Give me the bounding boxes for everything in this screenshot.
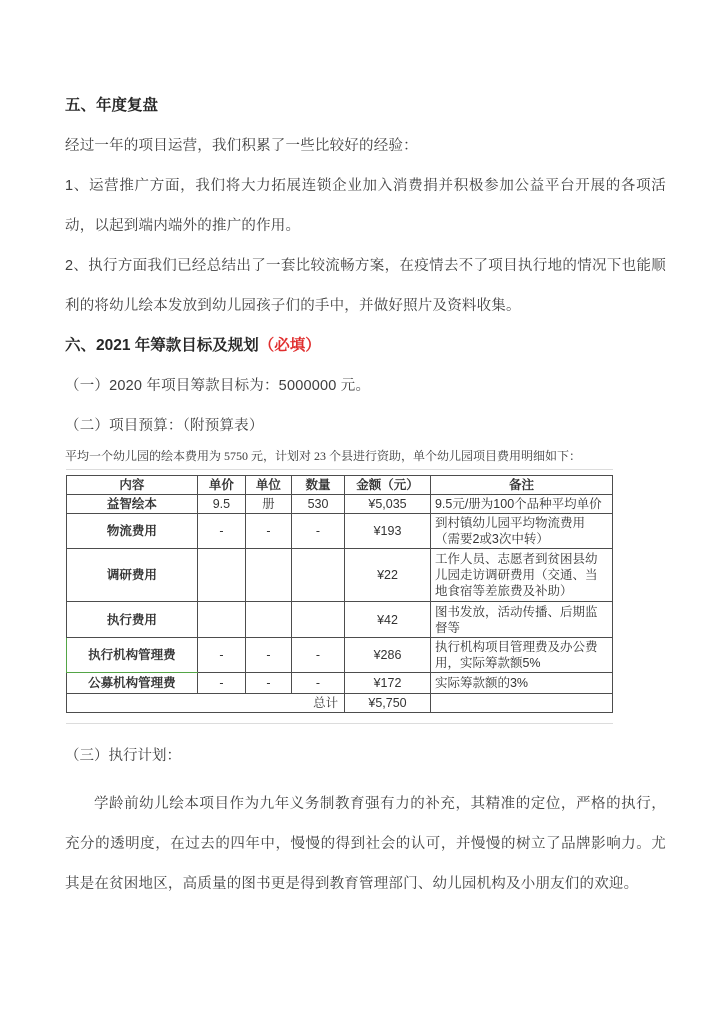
row-quantity: - [291, 638, 344, 673]
header-unit: 单位 [245, 476, 291, 495]
row-unit: - [245, 638, 291, 673]
row-amount: ¥286 [345, 638, 431, 673]
row-unit [245, 602, 291, 638]
row-amount: ¥42 [345, 602, 431, 638]
row-unit: 册 [245, 495, 291, 514]
header-quantity: 数量 [291, 476, 344, 495]
row-unit [245, 549, 291, 602]
row-content: 执行费用 [67, 602, 198, 638]
table-row [67, 495, 613, 514]
section6-goal: （一）2020 年项目筹款目标为：5000000 元。 [65, 378, 371, 394]
section6-budget-label: （二）项目预算：（附预算表） [65, 418, 264, 434]
row-quantity [291, 549, 344, 602]
section5-intro: 经过一年的项目运营，我们积累了一些比较好的经验： [65, 138, 418, 154]
total-label: 总计 [67, 694, 345, 713]
row-amount: ¥5,035 [345, 495, 431, 514]
row-amount: ¥172 [345, 673, 431, 694]
row-quantity: - [291, 673, 344, 694]
row-unit-price: - [197, 673, 245, 694]
row-quantity: 530 [291, 495, 344, 514]
row-unit-price: - [197, 514, 245, 549]
row-unit-price [197, 602, 245, 638]
row-unit-price: - [197, 638, 245, 673]
row-quantity [291, 602, 344, 638]
table-row [67, 602, 613, 638]
section5-item2: 2、执行方面我们已经总结出了一套比较流畅方案，在疫情去不了项目执行地的情况下也能顺利的将幼儿绘本发放到幼儿园孩子们的手中，并做好照片及资料收集。 [65, 258, 666, 314]
header-content: 内容 [67, 476, 198, 495]
header-amount: 金额（元） [345, 476, 431, 495]
header-unit-price: 单价 [197, 476, 245, 495]
section6-plan-paragraph: 学龄前幼儿绘本项目作为九年义务制教育强有力的补充，其精准的定位，严格的执行，充分的透明度，在过去的四年中，慢慢的得到社会的认可，并慢慢的树立了品牌影响力。尤其是在贫困地区，高质量的图书更是得到教育管理部门、幼儿园机构及小朋友们的欢迎。 [65, 796, 666, 892]
row-content: 调研费用 [67, 549, 198, 602]
plan-label-text: （三）执行计划： [65, 748, 181, 764]
table-row [67, 549, 613, 602]
row-quantity: - [291, 514, 344, 549]
header-note: 备注 [430, 476, 612, 495]
table-row [67, 638, 613, 673]
row-amount: ¥22 [345, 549, 431, 602]
table-row [67, 673, 613, 694]
row-note: 工作人员、志愿者到贫困县幼儿园走访调研费用（交通、当地食宿等差旅费及补助） [430, 549, 612, 602]
row-note: 9.5元/册为100个品种平均单价 [430, 495, 612, 514]
section6-plan-label [65, 736, 666, 776]
row-unit-price: 9.5 [197, 495, 245, 514]
required-tag: （必填） [258, 337, 321, 354]
section5-item1: 1、运营推广方面，我们将大力拓展连锁企业加入消费捐并积极参加公益平台开展的各项活动，以起到端内端外的推广的作用。 [65, 178, 666, 234]
row-unit: - [245, 673, 291, 694]
row-note: 执行机构项目管理费及办公费用，实际筹款额5% [430, 638, 612, 673]
gridline-remnant-top [66, 469, 613, 470]
row-content: 益智绘本 [67, 495, 198, 514]
row-unit-price [197, 549, 245, 602]
gridline-remnant-bottom [66, 723, 613, 724]
table-row [67, 514, 613, 549]
section6-title [65, 326, 666, 366]
budget-note: 平均一个幼儿园的绘本费用为 5750 元，计划对 23 个县进行资助，单个幼儿园项目费用明细如下： [65, 449, 582, 463]
row-content: 公募机构管理费 [67, 673, 198, 694]
row-note: 实际筹款额的3% [430, 673, 612, 694]
row-content-green-highlight: 执行机构管理费 [67, 638, 198, 673]
row-content: 物流费用 [67, 514, 198, 549]
total-amount: ¥5,750 [345, 694, 431, 713]
section5-title: 五、年度复盘 [65, 97, 159, 114]
row-note: 到村镇幼儿园平均物流费用（需要2或3次中转） [430, 514, 612, 549]
budget-table [66, 475, 613, 713]
row-unit: - [245, 514, 291, 549]
table-total-row [67, 694, 613, 713]
row-note: 图书发放，活动传播、后期监督等 [430, 602, 612, 638]
total-note [430, 694, 612, 713]
table-header-row [67, 476, 613, 495]
row-amount: ¥193 [345, 514, 431, 549]
section6-title-text: 六、2021 年筹款目标及规划 [65, 337, 259, 354]
